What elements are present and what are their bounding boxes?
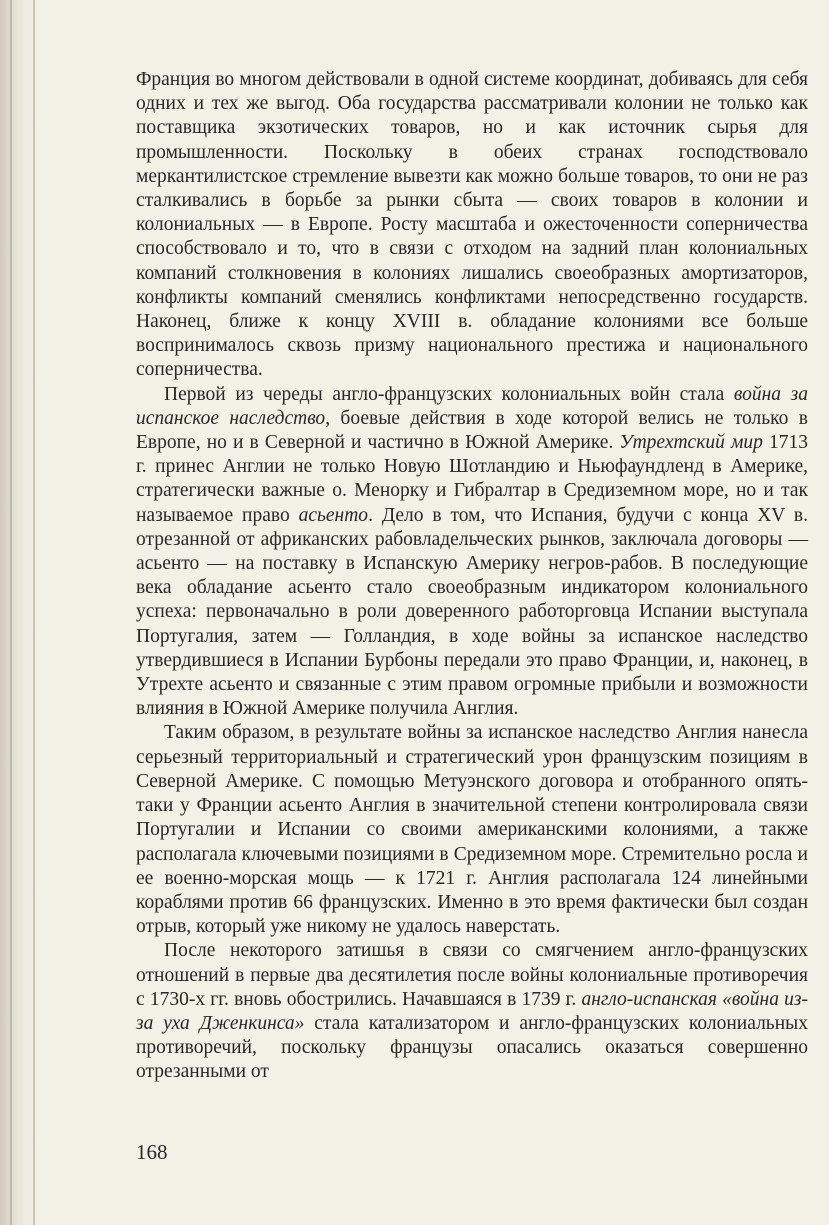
text-run: Таким образом, в результате войны за испанское наследство Англия нанесла серьезный территориальный и стратегический урон французским позициям в Северной Америке. С помощью Метуэнского договора и отобранного опять-таки у Франции асьенто Англия в значительной степени контролировала связи Португалии и Испании со своими американскими колониями, а также располагала ключевыми позициями в Средиземном море. Стремительно росла и ее военно-морская мощь — к 1721 г. Англия располагала 124 линейными кораблями против 66 французских. Именно в это время фактически был создан отрыв, который уже никому не удалось наверстать. [136, 722, 808, 938]
text-run: После некоторого затишья в связи со смягчением англо-французских отношений в первые два десятилетия после войны колониальные противоречия с 1730-х гг. вновь обострились. Начавшаяся в 1739 г. [136, 940, 808, 1010]
paragraph [136, 68, 808, 383]
text-run: 1713 г. принес Англии не только Новую Шотландию и Ньюфаундленд в Америке, стратегически важные о. Менорку и Гибралтар в Средиземном море, но и так называемое право [136, 432, 809, 526]
paragraph [136, 939, 808, 1084]
text-run: . Дело в том, что Испания, будучи с конца XV в. отрезанной от африканских рабовладельческих рынков, заключала договоры — асьенто — на поставку в Испанскую Америку негров-рабов. В последующие века обладание асьенто стало своеобразным индикатором колониального успеха: первоначально в роли доверенного работорговца Испании выступала Португалия, затем — Голландия, в ходе войны за испанское наследство утвердившиеся в Испании Бурбоны передали это право Франции, и, наконец, в Утрехте асьенто и связанные с этим правом огромные прибыли и возможности влияния в Южной Америке получила Англия. [136, 504, 808, 720]
text-run: Франция во многом действовали в одной системе координат, добиваясь для себя одних и тех же выгод. Оба государства рассматривали колонии не только как поставщика экзотических товаров, но и как источник сырья для промышленности. Поскольку в обеих странах господствовало меркантилистское стремление вывезти как можно больше товаров, то они не раз сталкивались в борьбе за рынки сбыта — своих товаров в колонии и колониальных — в Европе. Росту масштаба и ожесточенности соперничества способствовало и то, что в связи с отходом на задний план колониальных компаний столкновения в колониях лишались своеобразных амортизаторов, конфликты компаний сменялись конфликтами непосредственно государств. Наконец, ближе к концу XVIII в. обладание колониями все больше воспринималось сквозь призму национального престижа и национального соперничества. [136, 69, 808, 381]
spine-edge-line [33, 0, 35, 1225]
paragraph [136, 721, 808, 939]
text-run: Первой из череды англо-французских колониальных войн стала [164, 383, 734, 405]
text-run: , боевые действия в ходе которой велись не только в Европе, но и в Северной и частично в Южной Америке. [136, 407, 808, 454]
page-number: 168 [136, 1140, 168, 1164]
text-run: стала катализатором и англо-французских колониальных противоречий, поскольку французы опасались оказаться совершенно отрезанными от [136, 1012, 808, 1083]
spine-edge-line [10, 0, 12, 1225]
page-body-text [136, 68, 808, 1085]
italic-term: асьенто [298, 504, 369, 526]
italic-term: Утрехтский мир [619, 432, 763, 454]
paragraph [136, 383, 808, 722]
italic-term: англо-испанская «война из-за уха Дженкинса» [136, 988, 808, 1034]
italic-term: война за испанское наследство [136, 383, 808, 429]
